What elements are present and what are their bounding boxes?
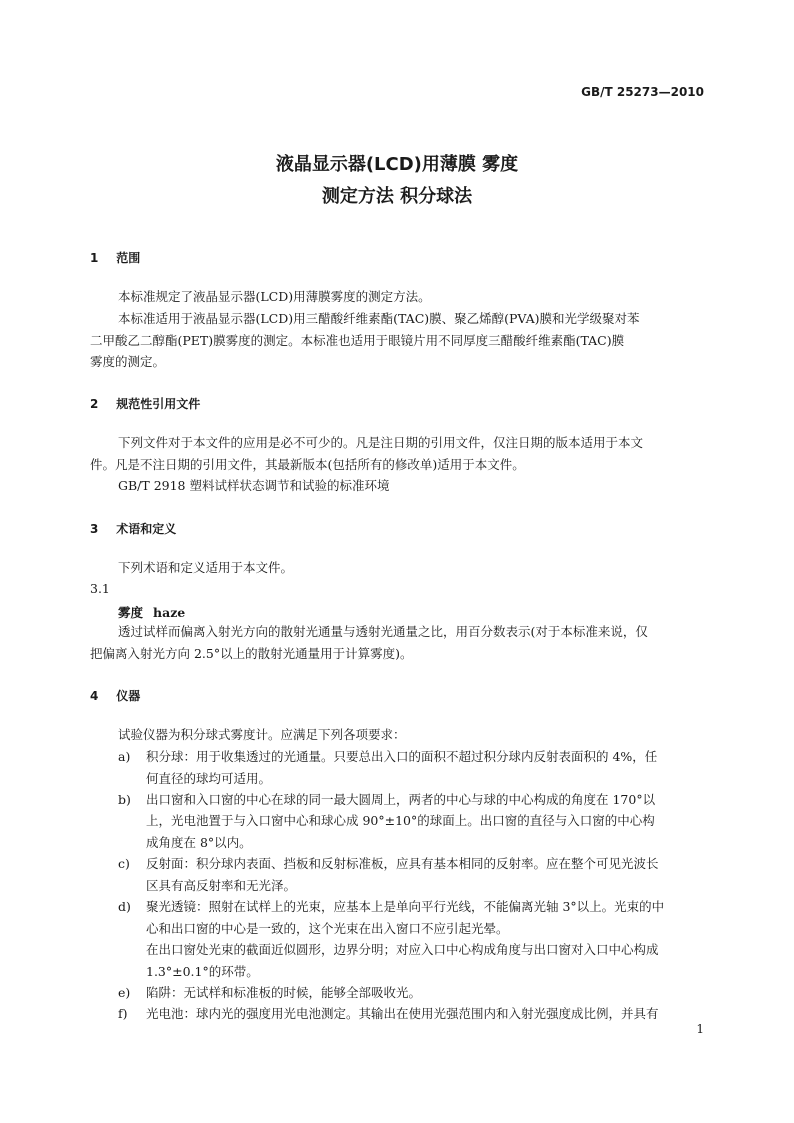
- list-item-marker: c): [118, 856, 130, 871]
- list-item-line: 在出口窗处光束的截面近似圆形，边界分明；对应入口中心构成角度与出口窗对入口中心构成: [146, 942, 659, 957]
- list-item-line: 出口窗和入口窗的中心在球的同一最大圆周上，两者的中心与球的中心构成的角度在 170°以: [146, 792, 656, 807]
- list-item-line: 上，光电池置于与入口窗中心和球心成 90°±10°的球面上。出口窗的直径与入口窗的中心构: [146, 813, 655, 828]
- document-title-line-1: 液晶显示器(LCD)用薄膜 雾度: [275, 154, 519, 175]
- definition-line: 透过试样而偏离入射光方向的散射光通量与透射光通量之比，用百分数表示(对于本标准来说，仅: [118, 624, 648, 639]
- list-item-line: 积分球：用于收集透过的光通量。只要总出入口的面积不超过积分球内反射表面积的 4%，任: [146, 749, 658, 764]
- section-title: 仪器: [116, 689, 141, 703]
- paragraph-line: 下列术语和定义适用于本文件。: [118, 560, 294, 575]
- list-item-line: 心和出口窗的中心是一致的，这个光束在出入窗口不应引起光晕。: [146, 921, 509, 936]
- term-english: haze: [153, 605, 186, 620]
- term-chinese: 雾度: [118, 605, 144, 620]
- paragraph-line: 二甲酸乙二醇酯(PET)膜雾度的测定。本标准也适用于眼镜片用不同厚度三醋酸纤维素酯(TAC)膜: [90, 333, 625, 348]
- list-item-marker: d): [118, 899, 131, 914]
- list-item-line: 聚光透镜：照射在试样上的光束，应基本上是单向平行光线，不能偏离光轴 3°以上。光束的中: [146, 899, 665, 914]
- list-item-marker: b): [118, 792, 131, 807]
- paragraph-line: 件。凡是不注日期的引用文件，其最新版本(包括所有的修改单)适用于本文件。: [90, 457, 525, 472]
- paragraph-line: 雾度的测定。: [90, 354, 166, 369]
- paragraph-line: 下列文件对于本文件的应用是必不可少的。凡是注日期的引用文件，仅注日期的版本适用于本文: [118, 435, 644, 450]
- list-item-line: 光电池：球内光的强度用光电池测定。其输出在使用光强范围内和入射光强度成比例，并具有: [146, 1006, 659, 1021]
- section-number: 3: [90, 522, 99, 536]
- standard-number: GB/T 25273—2010: [581, 85, 704, 99]
- list-item-marker: a): [118, 749, 131, 764]
- list-item-line: 成角度在 8°以内。: [146, 835, 252, 850]
- section-heading-normative-references: [90, 395, 200, 412]
- section-heading-terms: [90, 520, 176, 537]
- section-heading-scope: [90, 249, 140, 266]
- list-item-line: 区具有高反射率和无光泽。: [146, 878, 297, 893]
- list-item-marker: e): [118, 985, 131, 1000]
- section-title: 规范性引用文件: [116, 397, 201, 411]
- page-number: 1: [696, 1022, 704, 1036]
- paragraph-line: 试验仪器为积分球式雾度计。应满足下列各项要求：: [118, 727, 406, 742]
- section-number: 1: [90, 251, 99, 265]
- section-title: 范围: [116, 251, 141, 265]
- list-item-line: 陷阱：无试样和标准板的时候，能够全部吸收光。: [146, 985, 422, 1000]
- list-item-marker: f): [118, 1006, 128, 1021]
- reference-entry: GB/T 2918 塑料试样状态调节和试验的标准环境: [118, 478, 390, 493]
- paragraph-line: 本标准适用于液晶显示器(LCD)用三醋酸纤维素酯(TAC)膜、聚乙烯醇(PVA)膜和光学级聚对苯: [118, 311, 640, 326]
- list-item-line: 何直径的球均可适用。: [146, 771, 272, 786]
- definition-line: 把偏离入射光方向 2.5°以上的散射光通量用于计算雾度)。: [90, 646, 413, 661]
- section-number: 2: [90, 397, 99, 411]
- term-entry: [118, 603, 185, 621]
- document-title-line-2: 测定方法 积分球法: [321, 186, 473, 207]
- section-number: 4: [90, 689, 99, 703]
- list-item-line: 反射面：积分球内表面、挡板和反射标准板，应具有基本相同的反射率。应在整个可见光波长: [146, 856, 659, 871]
- subsection-number: 3.1: [90, 581, 110, 596]
- section-title: 术语和定义: [116, 522, 177, 536]
- section-heading-apparatus: [90, 687, 140, 704]
- list-item-line: 1.3°±0.1°的环带。: [146, 964, 259, 979]
- paragraph-line: 本标准规定了液晶显示器(LCD)用薄膜雾度的测定方法。: [118, 289, 431, 304]
